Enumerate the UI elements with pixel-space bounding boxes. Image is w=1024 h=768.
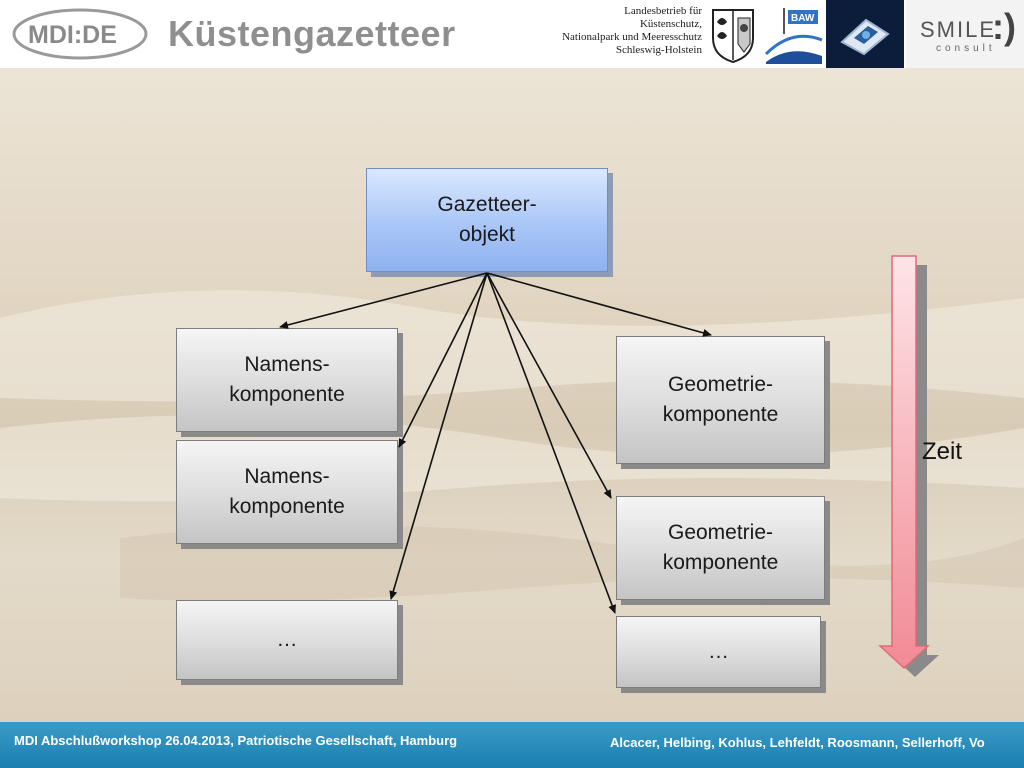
box-label-line2: komponente bbox=[229, 383, 345, 406]
box-label-line1: Geometrie- bbox=[667, 521, 774, 544]
smile-logo-sub: consult bbox=[936, 43, 996, 54]
time-label: Zeit bbox=[922, 438, 963, 465]
box-label-line2: komponente bbox=[229, 495, 345, 518]
svg-text:MDI:DE: MDI:DE bbox=[28, 21, 117, 49]
box-label-line1: Gazetteer- bbox=[437, 193, 537, 216]
partner-line: Schleswig-Holstein bbox=[615, 44, 702, 56]
box-label-line1: … bbox=[708, 640, 729, 663]
svg-text:BAW: BAW bbox=[791, 13, 815, 24]
box-label-line2: objekt bbox=[458, 223, 516, 246]
arrow-to-geometry-ellipsis bbox=[487, 273, 615, 613]
box-label-line1: … bbox=[276, 628, 298, 651]
partner-line: Küstenschutz, bbox=[639, 18, 702, 30]
footer-event-text: MDI Abschlußworkshop 26.04.2013, Patriotische Gesellschaft, Hamburg bbox=[14, 733, 458, 748]
arrow-to-name-1 bbox=[280, 273, 487, 327]
smile-logo-face: :) bbox=[992, 6, 1016, 47]
arrow-to-geometry-1 bbox=[487, 273, 711, 335]
arrow-to-geometry-2 bbox=[487, 273, 611, 498]
box-label-line1: Geometrie- bbox=[667, 373, 774, 396]
box-label-line2: komponente bbox=[662, 403, 779, 426]
box-label-line1: Namens- bbox=[244, 465, 330, 488]
partner-line: Nationalpark und Meeresschutz bbox=[562, 31, 702, 43]
partner-line: Landesbetrieb für bbox=[624, 5, 702, 17]
footer-bar bbox=[0, 722, 1024, 768]
box-label-line1: Namens- bbox=[244, 353, 330, 376]
smile-logo-word: SMILE bbox=[920, 17, 997, 42]
footer-authors-text: Alcacer, Helbing, Kohlus, Lehfeldt, Roosmann, Sellerhoff, Vo bbox=[610, 735, 985, 750]
box-label-line2: komponente bbox=[662, 551, 779, 574]
page-title: Küstengazetteer bbox=[168, 13, 456, 54]
